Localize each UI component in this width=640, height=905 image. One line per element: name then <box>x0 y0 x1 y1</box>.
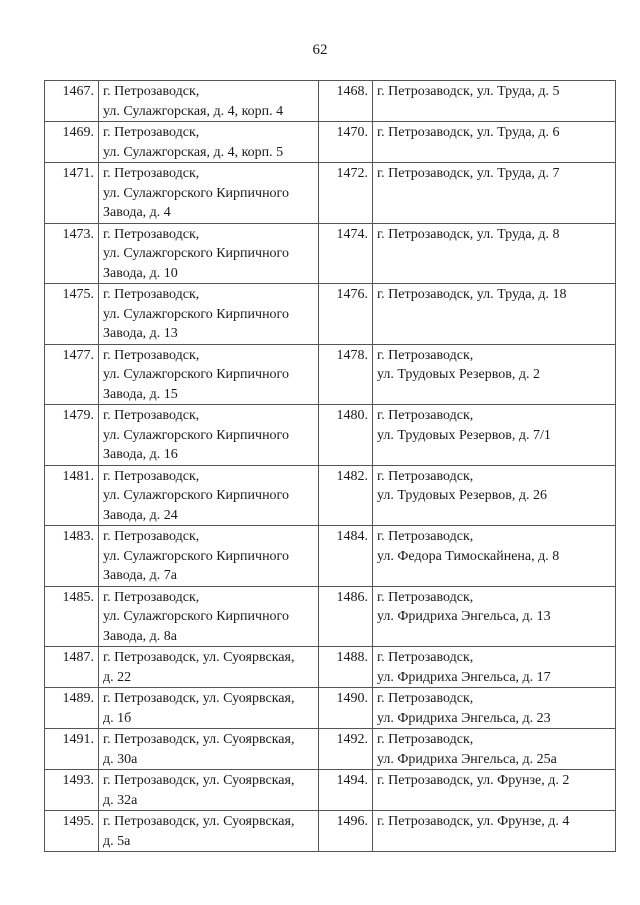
entry-number: 1469. <box>45 122 99 163</box>
address: г. Петрозаводск, ул. Сулажгорская, д. 4, корп. 5 <box>99 122 319 163</box>
address: г. Петрозаводск, ул. Суоярвская, д. 22 <box>99 647 319 688</box>
entry-number: 1478. <box>319 344 373 405</box>
entry-number: 1483. <box>45 526 99 587</box>
address-table <box>44 80 616 852</box>
address: г. Петрозаводск, ул. Труда, д. 18 <box>373 284 616 345</box>
address: г. Петрозаводск, ул. Сулажгорского Кирпичного Завода, д. 16 <box>99 405 319 466</box>
table-row <box>45 405 616 466</box>
address: г. Петрозаводск, ул. Фридриха Энгельса, д. 13 <box>373 586 616 647</box>
address: г. Петрозаводск, ул. Сулажгорская, д. 4, корп. 4 <box>99 81 319 122</box>
entry-number: 1488. <box>319 647 373 688</box>
address: г. Петрозаводск, ул. Суоярвская, д. 32а <box>99 770 319 811</box>
address: г. Петрозаводск, ул. Труда, д. 6 <box>373 122 616 163</box>
address: г. Петрозаводск, ул. Сулажгорского Кирпичного Завода, д. 15 <box>99 344 319 405</box>
entry-number: 1492. <box>319 729 373 770</box>
entry-number: 1471. <box>45 163 99 224</box>
entry-number: 1487. <box>45 647 99 688</box>
table-row <box>45 344 616 405</box>
address: г. Петрозаводск, ул. Труда, д. 5 <box>373 81 616 122</box>
table-row <box>45 465 616 526</box>
entry-number: 1494. <box>319 770 373 811</box>
table-row <box>45 223 616 284</box>
entry-number: 1485. <box>45 586 99 647</box>
entry-number: 1484. <box>319 526 373 587</box>
entry-number: 1495. <box>45 811 99 852</box>
table-row <box>45 770 616 811</box>
address: г. Петрозаводск, ул. Сулажгорского Кирпичного Завода, д. 7а <box>99 526 319 587</box>
entry-number: 1493. <box>45 770 99 811</box>
entry-number: 1486. <box>319 586 373 647</box>
address: г. Петрозаводск, ул. Трудовых Резервов, д. 7/1 <box>373 405 616 466</box>
address: г. Петрозаводск, ул. Сулажгорского Кирпичного Завода, д. 8а <box>99 586 319 647</box>
entry-number: 1477. <box>45 344 99 405</box>
address: г. Петрозаводск, ул. Сулажгорского Кирпичного Завода, д. 10 <box>99 223 319 284</box>
entry-number: 1468. <box>319 81 373 122</box>
table-row <box>45 647 616 688</box>
address: г. Петрозаводск, ул. Суоярвская, д. 1б <box>99 688 319 729</box>
table-row <box>45 81 616 122</box>
page-number: 62 <box>312 42 328 58</box>
address: г. Петрозаводск, ул. Фридриха Энгельса, д. 17 <box>373 647 616 688</box>
address: г. Петрозаводск, ул. Федора Тимоскайнена, д. 8 <box>373 526 616 587</box>
entry-number: 1491. <box>45 729 99 770</box>
entry-number: 1479. <box>45 405 99 466</box>
table-row <box>45 163 616 224</box>
address: г. Петрозаводск, ул. Фрунзе, д. 4 <box>373 811 616 852</box>
address: г. Петрозаводск, ул. Трудовых Резервов, д. 26 <box>373 465 616 526</box>
entry-number: 1470. <box>319 122 373 163</box>
address: г. Петрозаводск, ул. Суоярвская, д. 30а <box>99 729 319 770</box>
table-row <box>45 586 616 647</box>
entry-number: 1473. <box>45 223 99 284</box>
address: г. Петрозаводск, ул. Сулажгорского Кирпичного Завода, д. 4 <box>99 163 319 224</box>
address: г. Петрозаводск, ул. Труда, д. 7 <box>373 163 616 224</box>
entry-number: 1476. <box>319 284 373 345</box>
entry-number: 1489. <box>45 688 99 729</box>
address: г. Петрозаводск, ул. Фридриха Энгельса, д. 25а <box>373 729 616 770</box>
table-row <box>45 284 616 345</box>
table-row <box>45 729 616 770</box>
address: г. Петрозаводск, ул. Фрунзе, д. 2 <box>373 770 616 811</box>
address: г. Петрозаводск, ул. Сулажгорского Кирпичного Завода, д. 24 <box>99 465 319 526</box>
address: г. Петрозаводск, ул. Труда, д. 8 <box>373 223 616 284</box>
address: г. Петрозаводск, ул. Сулажгорского Кирпичного Завода, д. 13 <box>99 284 319 345</box>
table-row <box>45 122 616 163</box>
entry-number: 1496. <box>319 811 373 852</box>
entry-number: 1472. <box>319 163 373 224</box>
entry-number: 1467. <box>45 81 99 122</box>
table-row <box>45 688 616 729</box>
entry-number: 1482. <box>319 465 373 526</box>
entry-number: 1490. <box>319 688 373 729</box>
entry-number: 1480. <box>319 405 373 466</box>
entry-number: 1481. <box>45 465 99 526</box>
address: г. Петрозаводск, ул. Суоярвская, д. 5а <box>99 811 319 852</box>
entry-number: 1474. <box>319 223 373 284</box>
table-row <box>45 811 616 852</box>
address: г. Петрозаводск, ул. Трудовых Резервов, д. 2 <box>373 344 616 405</box>
address: г. Петрозаводск, ул. Фридриха Энгельса, д. 23 <box>373 688 616 729</box>
table-row <box>45 526 616 587</box>
entry-number: 1475. <box>45 284 99 345</box>
